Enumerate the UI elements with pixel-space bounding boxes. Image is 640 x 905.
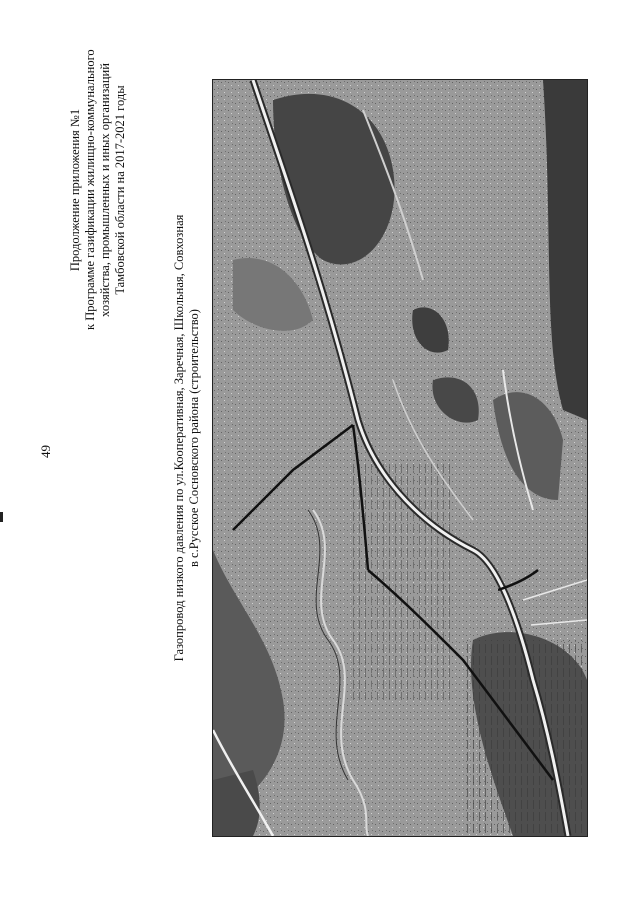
- satellite-map-image: [213, 80, 587, 836]
- page-number: 49: [38, 445, 53, 458]
- caption-line-1: Газопровод низкого давления по ул.Кооперативная, Заречная, Школьная, Совхозная: [172, 214, 186, 662]
- map-caption: [172, 188, 202, 688]
- heading-line-4: Тамбовской области на 2017-2021 годы: [113, 85, 127, 295]
- appendix-heading: [68, 50, 128, 330]
- caption-line-2: в с.Русское Сосновского района (строительство): [187, 309, 201, 567]
- heading-line-2: к Программе газификации жилищно-коммунального: [83, 49, 97, 330]
- heading-line-3: хозяйства, промышленных и иных организаций: [98, 63, 112, 317]
- satellite-map: [212, 79, 588, 837]
- margin-mark: [0, 512, 3, 522]
- heading-line-1: Продолжение приложения №1: [68, 108, 82, 272]
